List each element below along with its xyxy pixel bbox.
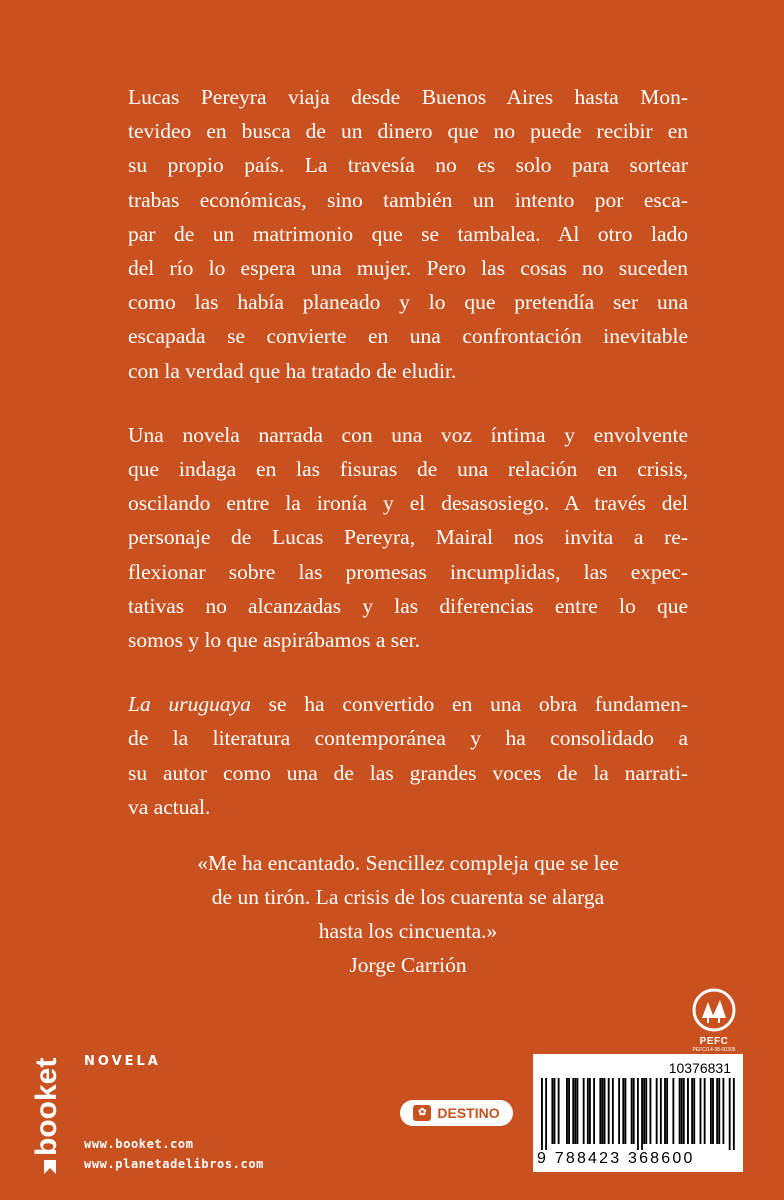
barcode-bar [574,1078,576,1144]
barcode-bar [722,1078,724,1144]
blurb-paragraph-3 [128,687,688,824]
barcode-bar [558,1078,560,1144]
pefc-certification [684,988,744,1053]
back-cover-blurb [128,80,688,854]
paragraph-1-line-7: como las había planeado y lo que pretendía ser una [128,290,688,315]
pefc-code: PEFC/14-38-00305 [692,1047,736,1053]
barcode-bar [633,1078,635,1144]
paragraph-1-line-6: del río lo espera una mujer. Pero las cosas no suceden [128,256,688,281]
booket-url[interactable]: www.booket.com [84,1137,194,1151]
barcode-bar [587,1078,589,1144]
barcode-bar [691,1078,693,1144]
barcode-bar [551,1078,553,1144]
destino-name: DESTINO [437,1105,500,1121]
barcode-bar [733,1078,735,1150]
barcode-bar [566,1078,568,1144]
barcode-bar [593,1078,595,1144]
destino-publisher-logo [400,1100,513,1126]
paragraph-1-line-8: escapada se convierte en una confrontación inevitable [128,324,688,349]
barcode-bar [631,1078,633,1144]
paragraph-2-line-2: que indaga en las fisuras de una relación en crisis, [128,457,688,482]
barcode-bars [541,1078,735,1150]
barcode-bar [541,1078,543,1150]
barcode-bar [693,1078,695,1144]
barcode-bar [710,1078,712,1144]
booket-logo-text: booket [30,1057,63,1156]
barcode-bar [599,1078,601,1144]
barcode-bar [583,1078,585,1144]
paragraph-2-line-3: oscilando entre la ironía y el desasosiego. A través del [128,491,688,516]
blurb-paragraph-1 [128,80,688,388]
paragraph-3-line-3: su autor como una de las grandes voces de la narrati- [128,760,688,785]
barcode-bar [656,1078,658,1144]
blurb-paragraph-2 [128,418,688,657]
booket-logo [22,1048,72,1178]
barcode-bar [589,1078,591,1144]
barcode-bar [681,1078,683,1144]
paragraph-2-line-5: flexionar sobre las promesas incumplidas, las expec- [128,559,688,584]
barcode-bar [604,1078,606,1144]
barcode-bar [576,1078,578,1144]
barcode-bar [618,1078,620,1144]
quote-line-2: de un tirón. La crisis de los cuarenta se alarga [211,885,605,909]
paragraph-2-line-4: personaje de Lucas Pereyra, Mairal nos invita a re- [128,525,688,550]
barcode-bar [608,1078,610,1144]
barcode-bar [568,1078,570,1144]
barcode-bar [649,1078,651,1144]
paragraph-1-line-1: Lucas Pereyra viaja desde Buenos Aires hasta Mon- [128,85,688,109]
barcode-bar [612,1078,614,1144]
barcode-bar [687,1078,689,1144]
paragraph-3-line-4: va actual. [128,794,211,819]
barcode-bar [716,1078,718,1144]
barcode-bar [712,1078,714,1144]
quote-line-3: hasta los cincuenta.» [318,919,498,943]
paragraph-2-line-1: Una novela narrada con una voz íntima y envolvente [128,422,688,447]
barcode-bar [637,1078,639,1150]
barcode-bar [679,1078,681,1144]
barcode-bar [729,1078,731,1150]
barcode-bar [622,1078,624,1144]
barcode-bar [601,1078,603,1144]
pefc-label: PEFC [699,1036,729,1047]
barcode-bar [643,1078,645,1144]
barcode-bar [645,1078,647,1144]
quote-line-1: «Me ha encantado. Sencillez compleja que se lee [197,851,619,875]
barcode-bar [718,1078,720,1144]
paragraph-2-line-7: somos y lo que aspirábamos a ser. [128,628,420,653]
paragraph-1-line-3: su propio país. La travesía no es solo para sortear [128,153,688,178]
paragraph-1-line-9: con la verdad que ha tratado de eludir. [128,358,457,383]
paragraph-2-line-6: tativas no alcanzadas y las diferencias entre lo que [128,593,688,618]
barcode-bar [554,1078,556,1144]
paragraph-1-line-5: par de un matrimonio que se tambalea. Al otro lado [128,221,688,246]
barcode-bar [700,1078,702,1144]
barcode-bar [666,1078,668,1144]
book-title-italic: La uruguaya [128,692,251,717]
barcode-bar [545,1078,547,1150]
quote-author: Jorge Carrión [349,953,467,977]
destino-logo-icon: ✿ [413,1105,431,1121]
product-code: 10376831 [668,1060,731,1076]
barcode-bar [624,1078,626,1144]
barcode-bar [572,1078,574,1144]
review-quote [128,846,688,982]
isbn-barcode [533,1054,743,1172]
barcode-bar [672,1078,674,1144]
barcode-bar [660,1078,662,1144]
barcode-bar [704,1078,706,1144]
paragraph-3-line-1: se ha convertido en una obra fundamen- [250,692,688,717]
paragraph-3-line-2: de la literatura contemporánea y ha consolidado a [128,726,688,751]
barcode-bar [664,1078,666,1144]
paragraph-1-line-2: tevideo en busca de un dinero que no puede recibir en [128,119,688,144]
barcode-bar [683,1078,685,1144]
pefc-tree-icon [692,988,736,1032]
isbn-digits: 9 788423 368600 [537,1150,695,1167]
genre-label: NOVELA [84,1054,161,1069]
paragraph-1-line-4: trabas económicas, sino también un intento por esca- [128,187,688,212]
website-links [84,1134,264,1174]
barcode-bar [641,1078,643,1150]
planeta-url[interactable]: www.planetadelibros.com [84,1157,264,1171]
